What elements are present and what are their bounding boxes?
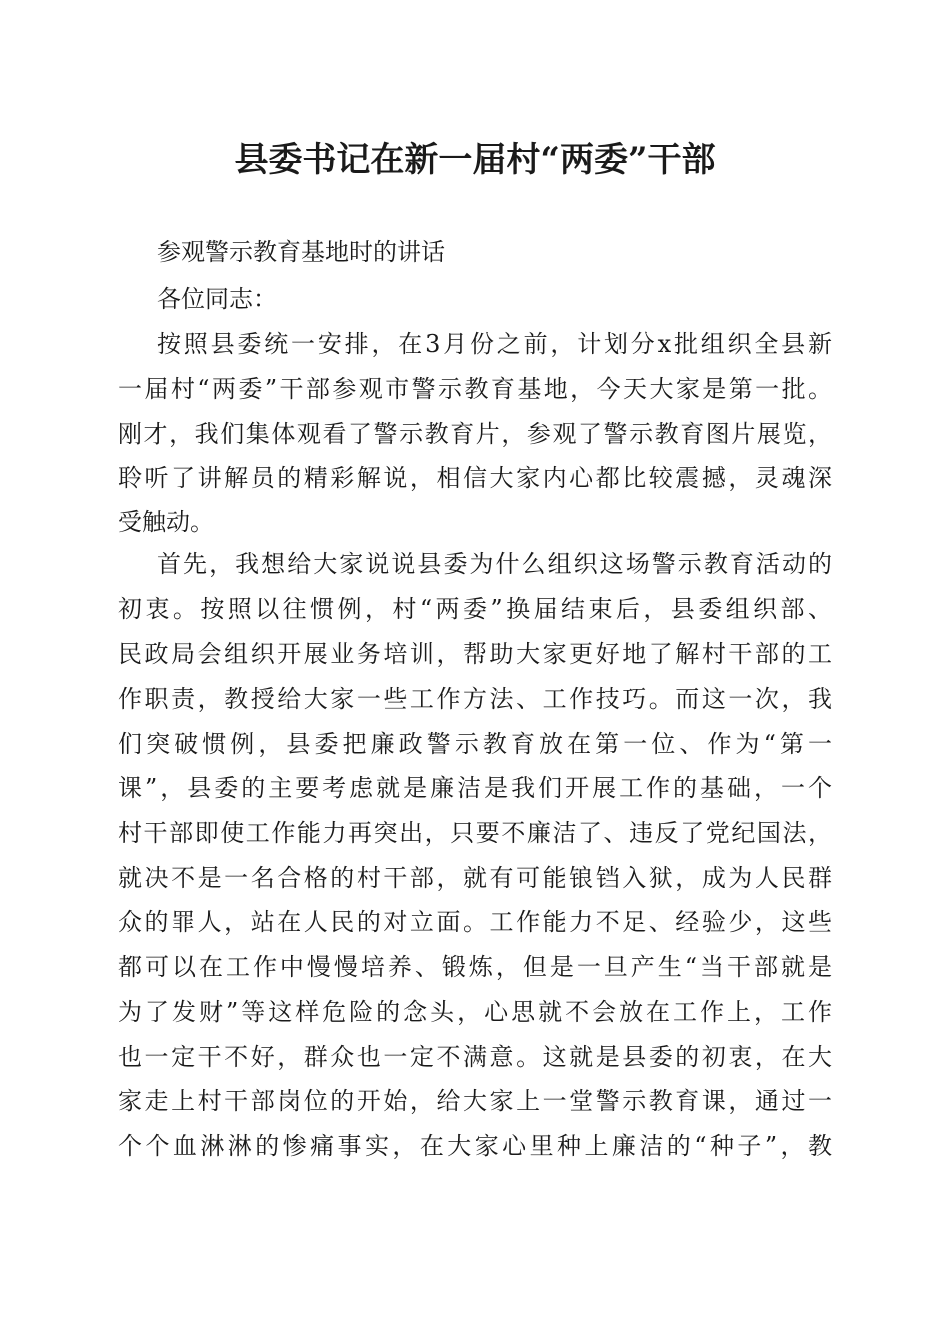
subtitle-line: 参观警示教育基地时的讲话: [157, 238, 445, 266]
paragraph-line: 作职责，教授给大家一些工作方法、工作技巧。而这一次，我: [118, 685, 832, 713]
paragraph-line: 为了发财”等这样危险的念头，心思就不会放在工作上，工作: [118, 998, 832, 1026]
paragraph-line: 课”，县委的主要考虑就是廉洁是我们开展工作的基础，一个: [118, 774, 832, 802]
paragraph-line: 民政局会组织开展业务培训，帮助大家更好地了解村干部的工: [118, 640, 832, 668]
paragraph-line: 个个血淋淋的惨痛事实，在大家心里种上廉洁的“种子”，教: [118, 1132, 832, 1160]
paragraph-line: 就决不是一名合格的村干部，就有可能锒铛入狱，成为人民群: [118, 864, 832, 892]
paragraph-line: 也一定干不好，群众也一定不满意。这就是县委的初衷，在大: [118, 1043, 832, 1071]
paragraph-line: 刚才，我们集体观看了警示教育片，参观了警示教育图片展览，: [118, 420, 832, 448]
paragraph-line: 受触动。: [118, 508, 214, 536]
paragraph-line: 都可以在工作中慢慢培养、锻炼，但是一旦产生“当干部就是: [118, 953, 832, 981]
paragraph-line: 一届村“两委”干部参观市警示教育基地，今天大家是第一批。: [118, 375, 832, 403]
paragraph-line: 聆听了讲解员的精彩解说，相信大家内心都比较震撼，灵魂深: [118, 464, 832, 492]
paragraph-line: 村干部即使工作能力再突出，只要不廉洁了、违反了党纪国法，: [118, 819, 832, 847]
paragraph-line: 初衷。按照以往惯例，村“两委”换届结束后，县委组织部、: [118, 595, 832, 623]
paragraph-line: 首先，我想给大家说说县委为什么组织这场警示教育活动的: [157, 550, 832, 578]
paragraph-line: 众的罪人，站在人民的对立面。工作能力不足、经验少，这些: [118, 908, 832, 936]
paragraph-line: 按照县委统一安排，在3月份之前，计划分x批组织全县新: [157, 330, 832, 358]
paragraph-line: 们突破惯例，县委把廉政警示教育放在第一位、作为“第一: [118, 730, 832, 758]
salutation-line: 各位同志：: [157, 285, 277, 313]
document-title: 县委书记在新一届村“两委”干部: [234, 140, 716, 180]
paragraph-line: 家走上村干部岗位的开始，给大家上一堂警示教育课，通过一: [118, 1087, 832, 1115]
